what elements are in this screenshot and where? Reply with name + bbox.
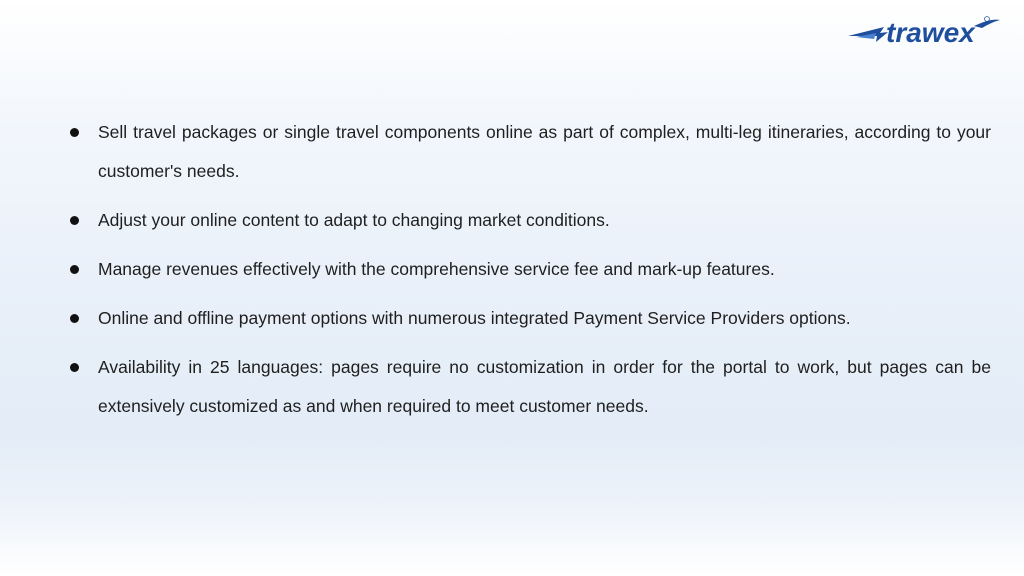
bullet-icon [70, 265, 79, 274]
bullet-icon [70, 216, 79, 225]
list-item-text: Adjust your online content to adapt to changing market conditions. [98, 210, 610, 230]
list-item [68, 113, 991, 191]
plane-logo-icon [846, 14, 1008, 50]
feature-list [68, 113, 991, 426]
bullet-icon [70, 314, 79, 323]
list-item-text: Manage revenues effectively with the comprehensive service fee and mark-up features. [98, 259, 775, 279]
list-item [68, 201, 991, 240]
list-item-text: Availability in 25 languages: pages require no customization in order for the portal to work, but pages can be extensively customized as and when required to meet customer needs. [98, 357, 991, 416]
trawex-logo [846, 14, 1008, 50]
slide-content [68, 113, 991, 436]
bullet-icon [70, 128, 79, 137]
list-item-text: Online and offline payment options with numerous integrated Payment Service Providers options. [98, 308, 851, 328]
list-item-text: Sell travel packages or single travel components online as part of complex, multi-leg itineraries, according to your customer's needs. [98, 122, 991, 181]
list-item [68, 250, 991, 289]
bullet-icon [70, 363, 79, 372]
logo-wordmark: trawex [886, 17, 975, 48]
list-item [68, 348, 991, 426]
list-item [68, 299, 991, 338]
